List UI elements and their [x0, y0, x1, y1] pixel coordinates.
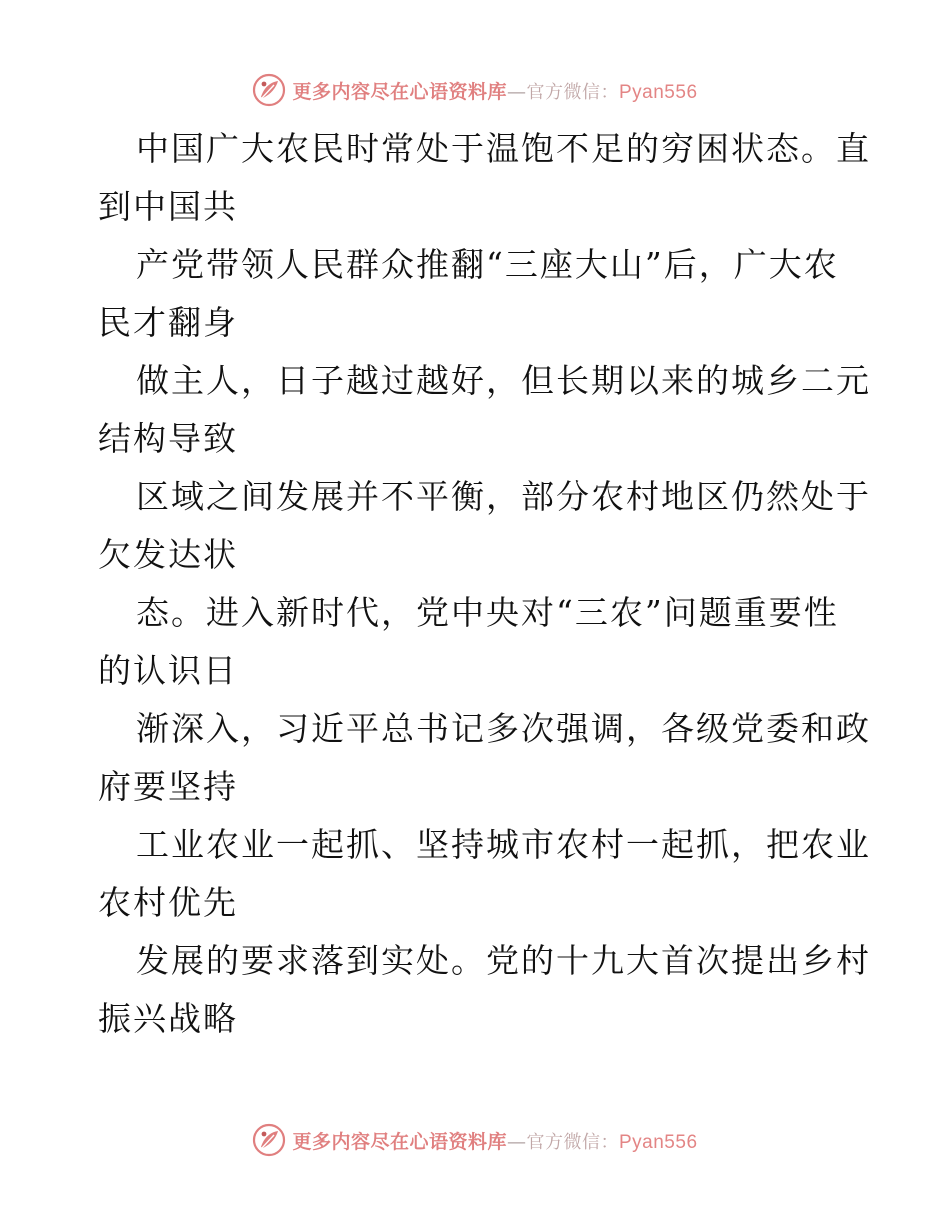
text-line: 的认识日 — [98, 651, 238, 690]
text-line: 工业农业一起抓、坚持城市农村一起抓，把农业 — [136, 825, 871, 864]
watermark-text — [292, 1127, 697, 1154]
footer-watermark — [0, 1120, 950, 1160]
leaf-pen-logo-icon — [252, 1123, 286, 1157]
watermark-sub: 官方微信： — [526, 81, 619, 103]
watermark-main: 更多内容尽在心语资料库 — [292, 80, 507, 103]
text-line: 结构导致 — [98, 419, 238, 458]
text-line: 做主人，日子越过越好，但长期以来的城乡二元 — [136, 361, 871, 400]
header-watermark — [0, 70, 950, 110]
text-line: 区域之间发展并不平衡，部分农村地区仍然处于 — [136, 477, 871, 516]
watermark-sub: 官方微信： — [526, 1131, 619, 1153]
watermark-dash: — — [507, 1130, 527, 1153]
text-line: 到中国共 — [98, 187, 238, 226]
text-line: 渐深入，习近平总书记多次强调，各级党委和政 — [136, 709, 871, 748]
watermark-main: 更多内容尽在心语资料库 — [292, 1130, 507, 1153]
watermark-dash: — — [507, 80, 527, 103]
text-line: 态。进入新时代，党中央对“三农”问题重要性 — [136, 593, 839, 632]
watermark-text — [292, 77, 697, 104]
watermark-id: Pyan556 — [619, 81, 698, 103]
text-line: 振兴战略 — [98, 999, 238, 1038]
text-line: 欠发达状 — [98, 535, 238, 574]
text-line: 产党带领人民群众推翻“三座大山”后，广大农 — [136, 245, 839, 284]
leaf-pen-logo-icon — [252, 73, 286, 107]
text-line: 中国广大农民时常处于温饱不足的穷困状态。直 — [136, 129, 871, 168]
text-line: 民才翻身 — [98, 303, 238, 342]
text-line: 府要坚持 — [98, 767, 238, 806]
text-line: 发展的要求落到实处。党的十九大首次提出乡村 — [136, 941, 871, 980]
watermark-id: Pyan556 — [619, 1131, 698, 1153]
text-line: 农村优先 — [98, 883, 238, 922]
document-body — [98, 120, 871, 1048]
